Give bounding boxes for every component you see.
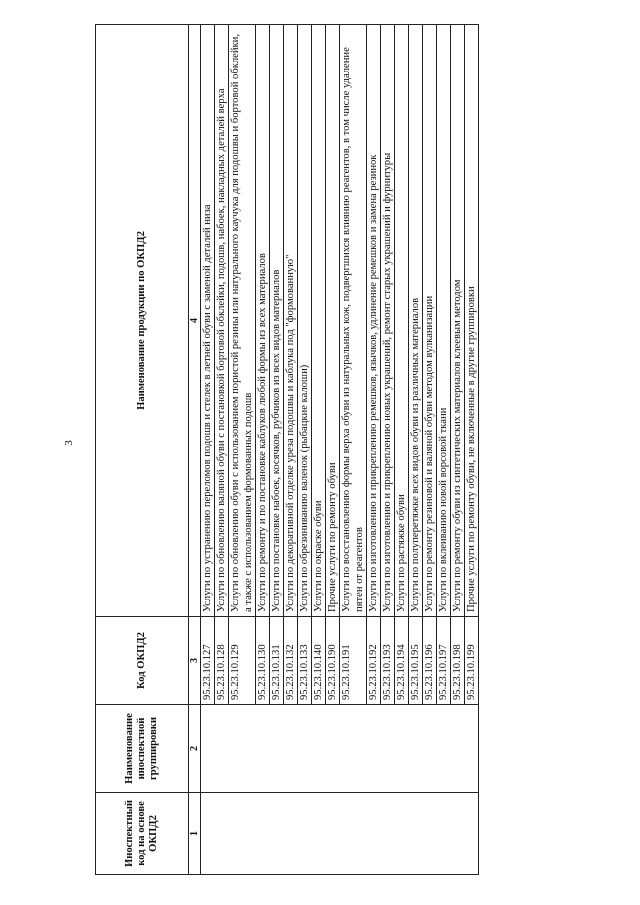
column-number: 2 [189, 705, 201, 793]
product-name-cell: Услуги по изготовлению и прикреплению новых украшений, ремонт старых украшений и фурнитуры [381, 25, 395, 617]
okpd2-code-cell: 95.23.10.195 [409, 617, 423, 705]
product-name-cell: Услуги по восстановлению формы верха обуви из натуральных кож, подвергшихся влиянию реагентов, в том числе удаление пятен от реагентов [340, 25, 367, 617]
okpd2-code-cell: 95.23.10.190 [326, 617, 340, 705]
rotated-table-container [95, 25, 565, 875]
product-name-cell: Услуги по обрезиниванию валенок (рыбацкие калоши) [298, 25, 312, 617]
okpd2-table [95, 24, 479, 875]
okpd2-code-cell: 95.23.10.198 [451, 617, 465, 705]
product-name-cell: Услуги по декоративной отделке уреза подошвы и каблука под "формованную" [284, 25, 298, 617]
header-okpd2-code: Код ОКПД2 [96, 617, 189, 705]
okpd2-code-cell: 95.23.10.193 [381, 617, 395, 705]
product-name-cell: Услуги по окраске обуви [312, 25, 326, 617]
product-name-cell: Услуги по вклеиванию новой ворсовой ткани [437, 25, 451, 617]
product-name-cell: Услуги по растяжке обуви [395, 25, 409, 617]
okpd2-code-cell: 95.23.10.129 [229, 617, 256, 705]
product-name-cell: Услуги по обновлению обуви с использованием пористой резины или натурального каучука для подошвы и бортовой обклейки, а также с использованием формованных подошв [229, 25, 256, 617]
product-name-cell: Услуги по полуперетяжке всех видов обуви из различных материалов [409, 25, 423, 617]
product-name-cell: Услуги по постановке набоек, косячков, рубчиков из всех видов материалов [270, 25, 284, 617]
table-row [201, 25, 215, 875]
okpd2-code-cell: 95.23.10.133 [298, 617, 312, 705]
okpd2-code-cell: 95.23.10.197 [437, 617, 451, 705]
product-name-cell: Услуги по ремонту обуви из синтетических материалов клеевым методом [451, 25, 465, 617]
okpd2-code-cell: 95.23.10.199 [465, 617, 479, 705]
okpd2-code-cell: 95.23.10.192 [367, 617, 381, 705]
column-number: 1 [189, 793, 201, 875]
inospect-code-cell [201, 793, 479, 875]
page-number: 3 [62, 440, 75, 446]
product-name-cell: Прочие услуги по ремонту обуви, не включенные в другие группировки [465, 25, 479, 617]
okpd2-code-cell: 95.23.10.196 [423, 617, 437, 705]
column-number: 3 [189, 617, 201, 705]
okpd2-code-cell: 95.23.10.127 [201, 617, 215, 705]
okpd2-code-cell: 95.23.10.130 [256, 617, 270, 705]
product-name-cell: Прочие услуги по ремонту обуви [326, 25, 340, 617]
header-row [96, 25, 189, 875]
product-name-cell: Услуги по ремонту резиновой и валяной обуви методом вулканизации [423, 25, 437, 617]
okpd2-code-cell: 95.23.10.128 [215, 617, 229, 705]
inospect-group-name-cell [201, 705, 479, 793]
header-product-name: Наименование продукции по ОКПД2 [96, 25, 189, 617]
column-number-row [189, 25, 201, 875]
product-name-cell: Услуги по изготовлению и прикреплению ремешков, язычков, удлинение ремешков и замена резинок [367, 25, 381, 617]
product-name-cell: Услуги по ремонту и по постановке каблуков любой формы из всех материалов [256, 25, 270, 617]
product-name-cell: Услуги по устранению переломов подошв и стелек в летней обуви с заменой деталей низа [201, 25, 215, 617]
header-inospect-group-name: Наименование иноспектной группировки [96, 705, 189, 793]
okpd2-code-cell: 95.23.10.194 [395, 617, 409, 705]
header-inospect-code: Иноспектный код на основе ОКПД2 [96, 793, 189, 875]
okpd2-code-cell: 95.23.10.191 [340, 617, 367, 705]
okpd2-code-cell: 95.23.10.131 [270, 617, 284, 705]
product-name-cell: Услуги по обновлению валяной обуви с постановкой бортовой обклейки, подошв, набоек, накладных деталей верха [215, 25, 229, 617]
okpd2-code-cell: 95.23.10.140 [312, 617, 326, 705]
okpd2-code-cell: 95.23.10.132 [284, 617, 298, 705]
column-number: 4 [189, 25, 201, 617]
